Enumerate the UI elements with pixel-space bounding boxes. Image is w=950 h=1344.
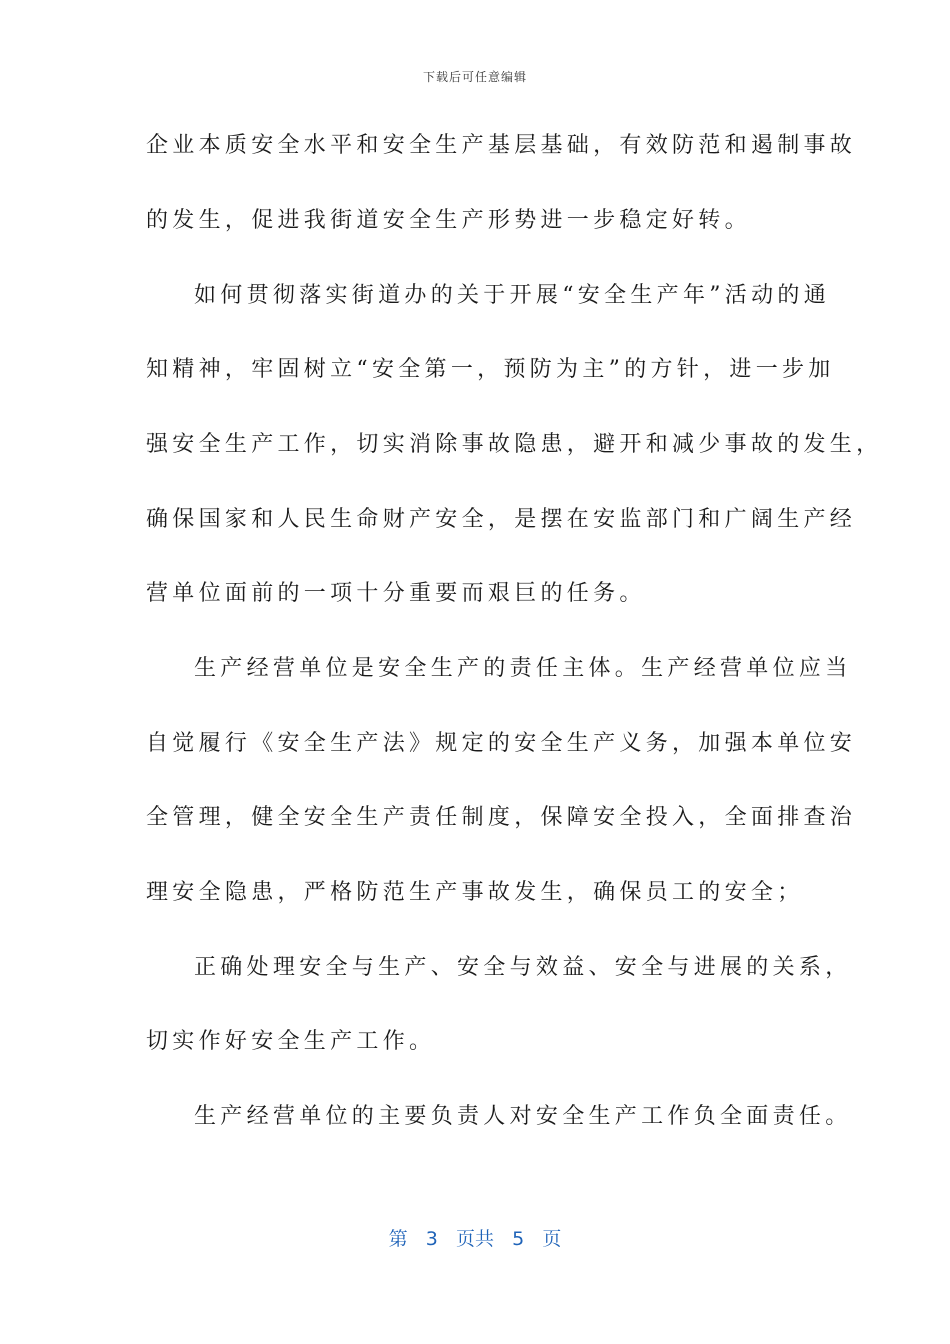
footer-middle: 页共 (455, 1228, 494, 1250)
paragraph-first-line: 生产经营单位是安全生产的责任主体。生产经营单位应当 (194, 656, 852, 681)
text-line: 全管理，健全安全生产责任制度，保障安全投入，全面排查治 (146, 805, 857, 830)
paragraph-first-line: 生产经营单位的主要负责人对安全生产工作负全面责任。 (194, 1104, 852, 1129)
text-line: 企业本质安全水平和安全生产基层基础，有效防范和遏制事故 (146, 133, 857, 158)
text-line: 切实作好安全生产工作。 (146, 1029, 436, 1054)
footer-suffix: 页 (542, 1228, 562, 1250)
text-line: 营单位面前的一项十分重要而艰巨的任务。 (146, 581, 646, 606)
text-line: 知精神，牢固树立“安全第一，预防为主”的方针，进一步加 (146, 357, 835, 382)
text-line: 理安全隐患，严格防范生产事故发生，确保员工的安全； (146, 880, 804, 905)
text-line: 强安全生产工作，切实消除事故隐患，避开和减少事故的发生， (146, 432, 883, 457)
text-line: 的发生，促进我街道安全生产形势进一步稳定好转。 (146, 208, 751, 233)
page-header-note: 下载后可任意编辑 (422, 70, 527, 84)
total-page-count: 5 (512, 1228, 525, 1250)
current-page-number: 3 (425, 1228, 438, 1250)
page-number-footer (0, 1224, 950, 1251)
paragraph-first-line: 如何贯彻落实街道办的关于开展“安全生产年”活动的通 (194, 283, 830, 308)
paragraph-first-line: 正确处理安全与生产、安全与效益、安全与进展的关系， (194, 955, 852, 980)
footer-prefix: 第 (388, 1228, 408, 1250)
text-line: 自觉履行《安全生产法》规定的安全生产义务，加强本单位安 (146, 731, 857, 756)
text-line: 确保国家和人民生命财产安全，是摆在安监部门和广阔生产经 (146, 507, 857, 532)
